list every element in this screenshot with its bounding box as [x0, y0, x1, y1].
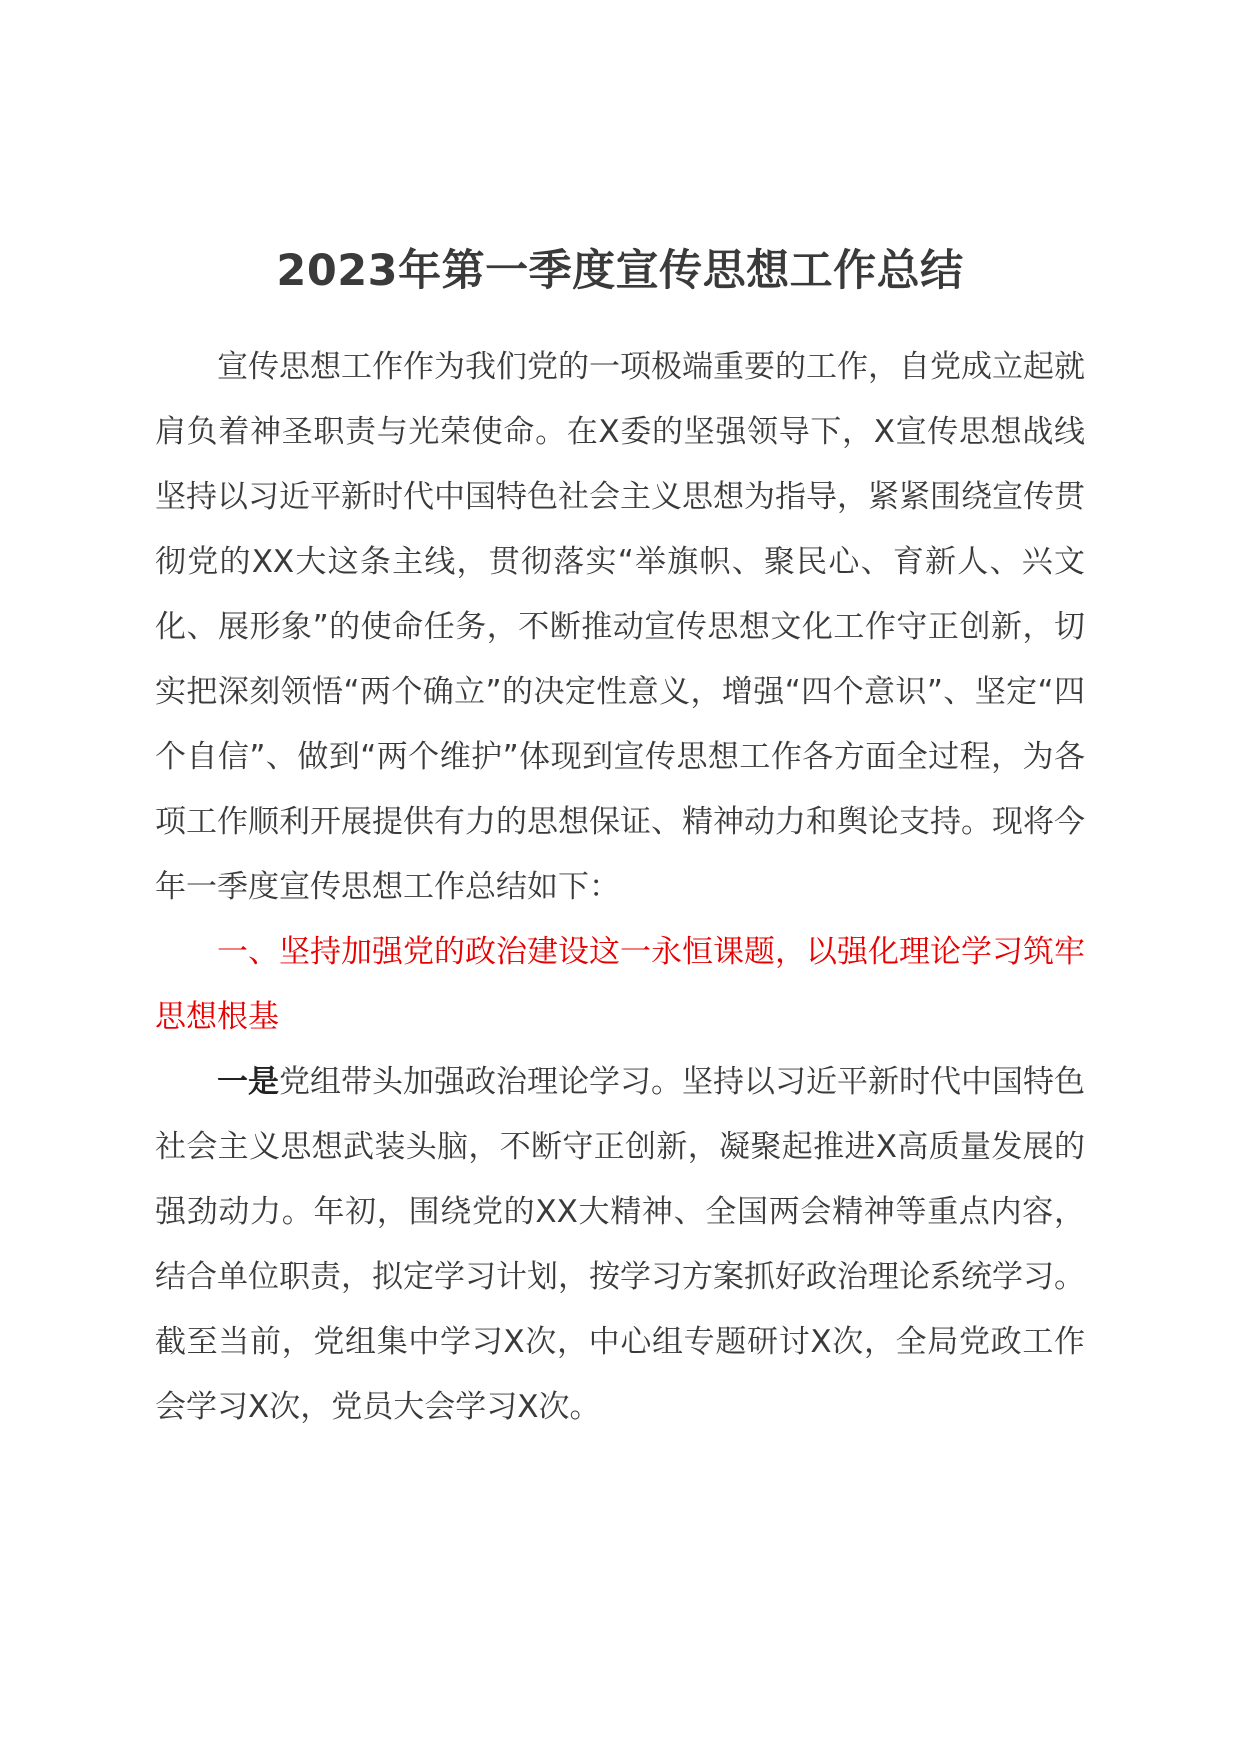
- section-heading-1: 一、坚持加强党的政治建设这一永恒课题，以强化理论学习筑牢思想根基: [155, 934, 1085, 1035]
- point-text: 党组带头加强政治理论学习。坚持以习近平新时代中国特色社会主义思想武装头脑，不断守正创新，凝聚起推进X高质量发展的强劲动力。年初，围绕党的XX大精神、全国两会精神等重点内容，结合单位职责，拟定学习计划，按学习方案抓好政治理论系统学习。截至当前，党组集中学习X次，中心组专题研讨X次，全局党政工作会学习X次，党员大会学习X次。: [155, 1064, 1085, 1425]
- document-title: 2023年第一季度宣传思想工作总结: [276, 246, 964, 296]
- point-lead-label: 一是: [217, 1064, 279, 1100]
- intro-paragraph: 宣传思想工作作为我们党的一项极端重要的工作，自党成立起就肩负着神圣职责与光荣使命。在X委的坚强领导下，X宣传思想战线坚持以习近平新时代中国特色社会主义思想为指导，紧紧围绕宣传贯彻党的XX大这条主线，贯彻落实“举旗帜、聚民心、育新人、兴文化、展形象”的使命任务，不断推动宣传思想文化工作守正创新，切实把深刻领悟“两个确立”的决定性意义，增强“四个意识”、坚定“四个自信”、做到“两个维护”体现到宣传思想工作各方面全过程，为各项工作顺利开展提供有力的思想保证、精神动力和舆论支持。现将今年一季度宣传思想工作总结如下：: [155, 349, 1085, 905]
- document-body: [155, 335, 1085, 1440]
- point-paragraph-1: [155, 1050, 1085, 1440]
